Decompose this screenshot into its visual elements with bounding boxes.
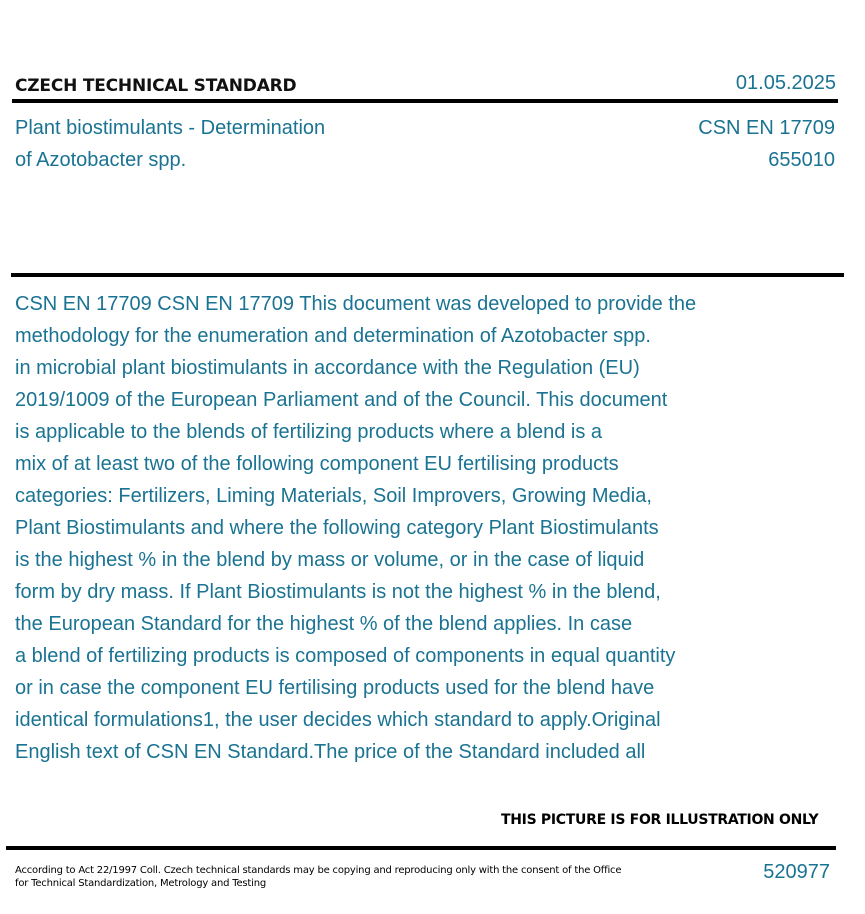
standard-code: CSN EN 17709	[698, 117, 835, 139]
description-line: or in case the component EU fertilising products used for the blend have	[15, 677, 655, 699]
footer-divider	[6, 846, 836, 850]
description-line: Plant Biostimulants and where the following category Plant Biostimulants	[15, 517, 659, 539]
standard-title-line-1: Plant biostimulants - Determination	[15, 117, 326, 139]
header-divider	[12, 99, 838, 103]
classification-number: 655010	[768, 149, 835, 171]
document-id: 520977	[763, 861, 830, 883]
document-type-label: CZECH TECHNICAL STANDARD	[15, 76, 297, 96]
description-line: mix of at least two of the following component EU fertilising products	[15, 453, 619, 475]
copyright-notice-line: According to Act 22/1997 Coll. Czech technical standards may be copying and reproducing only with the consent of the Office	[15, 865, 622, 876]
description-line: identical formulations1, the user decides which standard to apply.Original	[15, 709, 661, 731]
description-line: 2019/1009 of the European Parliament and of the Council. This document	[15, 389, 668, 411]
description-line: the European Standard for the highest % of the blend applies. In case	[15, 613, 633, 635]
description-line: in microbial plant biostimulants in accordance with the Regulation (EU)	[15, 357, 640, 379]
description-line: methodology for the enumeration and determination of Azotobacter spp.	[15, 325, 651, 347]
standard-title-line-2: of Azotobacter spp.	[15, 149, 187, 171]
illustration-disclaimer: THIS PICTURE IS FOR ILLUSTRATION ONLY	[501, 812, 819, 828]
description-line: CSN EN 17709 CSN EN 17709 This document was developed to provide the	[15, 293, 697, 315]
title-divider	[11, 273, 844, 277]
description-line: categories: Fertilizers, Liming Materials, Soil Improvers, Growing Media,	[15, 485, 652, 507]
description-line: is applicable to the blends of fertilizing products where a blend is a	[15, 421, 603, 443]
description-line: is the highest % in the blend by mass or volume, or in the case of liquid	[15, 549, 645, 571]
publication-date: 01.05.2025	[735, 72, 836, 94]
description-line: form by dry mass. If Plant Biostimulants is not the highest % in the blend,	[15, 581, 661, 603]
copyright-notice	[15, 864, 621, 890]
copyright-notice-line: for Technical Standardization, Metrology and Testing	[15, 878, 266, 889]
standard-description	[15, 288, 815, 768]
description-line: a blend of fertilizing products is composed of components in equal quantity	[15, 645, 676, 667]
description-line: English text of CSN EN Standard.The price of the Standard included all	[15, 741, 646, 763]
